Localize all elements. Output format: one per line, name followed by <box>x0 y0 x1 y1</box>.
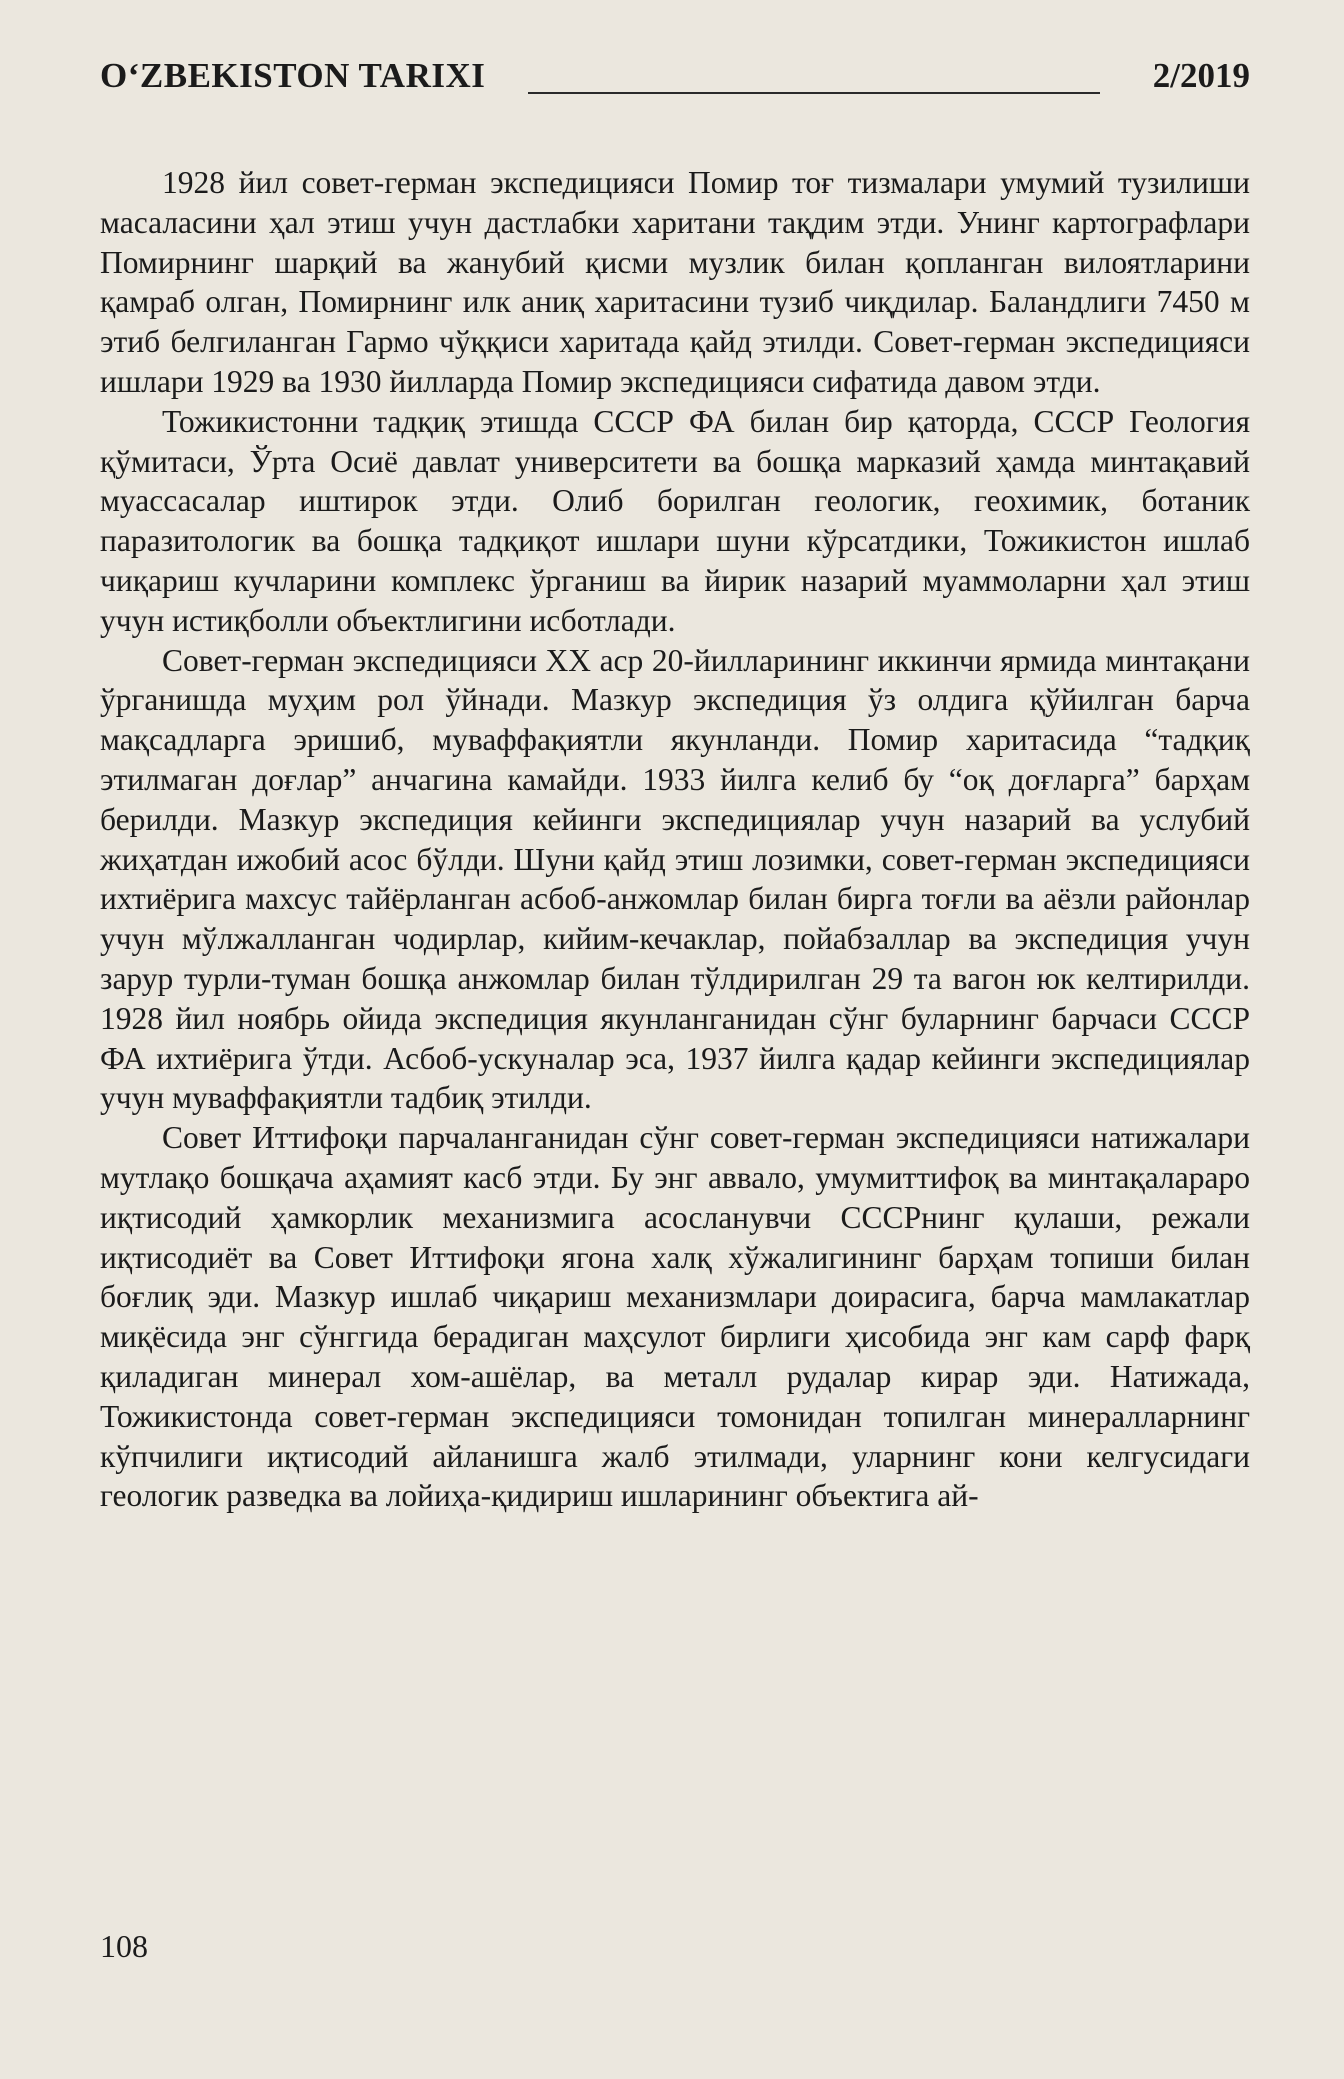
paragraph: 1928 йил совет-герман экспедицияси Помир тоғ тизмалари умумий тузилиши масаласини ҳал этиш учун дастлабки харитани тақдим этди. Унинг картографлари Помирнинг шарқий ва жанубий қисми музлик билан қопланган вилоятларини қамраб олган, Помирнинг илк аниқ харитасини тузиб чиқдилар. Баландлиги 7450 м этиб белгиланган Гармо чўққиси харитада қайд этилди. Совет-герман экспедицияси ишлари 1929 ва 1930 йилларда Помир экспедицияси сифатида давом этди. <box>100 165 1250 399</box>
body-text <box>100 163 1250 1516</box>
running-header <box>100 56 1250 100</box>
page-number: 108 <box>100 1928 148 1964</box>
issue-number: 2/2019 <box>1152 56 1250 95</box>
header-rule <box>528 92 1100 94</box>
paragraph: Совет Иттифоқи парчаланганидан сўнг совет-герман экспедицияси натижалари мутлақо бошқача аҳамият касб этди. Бу энг аввало, умумиттифоқ ва минтақалараро иқтисодий ҳамкорлик механизмига асосланувчи СССРнинг қулаши, режали иқтисодиёт ва Совет Иттифоқи ягона халқ хўжалигининг барҳам топиши билан боғлиқ эди. Мазкур ишлаб чиқариш механизмлари доирасига, барча мамлакатлар миқёсида энг сўнггида берадиган маҳсулот бирлиги ҳисобида энг кам сарф фарқ қиладиган минерал хом-ашёлар, ва металл рудалар кирар эди. Натижада, Тожикистонда совет-герман экспедицияси томонидан топилган минералларнинг кўпчилиги иқтисодий айланишга жалб этилмади, уларнинг кони келгусидаги геологик разведка ва лойиҳа-қидириш ишларининг объектига ай- <box>100 1120 1250 1514</box>
paragraph: Совет-герман экспедицияси XX аср 20-йилларининг иккинчи ярмида минтақани ўрганишда муҳим рол ўйнади. Мазкур экспедиция ўз олдига қўйилган барча мақсадларга эришиб, муваффақиятли якунланди. Помир харитасида “тадқиқ этилмаган доғлар” анчагина камайди. 1933 йилга келиб бу “оқ доғларга” барҳам берилди. Мазкур экспедиция кейинги экспедициялар учун назарий ва услубий жиҳатдан ижобий асос бўлди. Шуни қайд этиш лозимки, совет-герман экспедицияси ихтиёрига махсус тайёрланган асбоб-анжомлар билан бирга тоғли ва аёзли районлар учун мўлжалланган чодирлар, кийим-кечаклар, пойабзаллар ва экспедиция учун зарур турли-туман бошқа анжомлар билан тўлдирилган 29 та вагон юк келтирилди. 1928 йил ноябрь ойида экспедиция якунланганидан сўнг буларнинг барчаси СССР ФА ихтиёрига ўтди. Асбоб-ускуналар эса, 1937 йилга қадар кейинги экспедициялар учун муваффақиятли тадбиқ этилди. <box>100 642 1250 1116</box>
journal-title: O‘ZBEKISTON TARIXI <box>100 56 486 95</box>
paragraph: Тожикистонни тадқиқ этишда СССР ФА билан бир қаторда, СССР Геология қўмитаси, Ўрта Осиё давлат университети ва бошқа марказий ҳамда минтақавий муассасалар иштирок этди. Олиб борилган геологик, геохимик, ботаник паразитологик ва бошқа тадқиқот ишлари шуни кўрсатдики, Тожикистон ишлаб чиқариш кучларини комплекс ўрганиш ва йирик назарий муаммоларни ҳал этиш учун истиқболли объектлигини исботлади. <box>100 403 1250 638</box>
